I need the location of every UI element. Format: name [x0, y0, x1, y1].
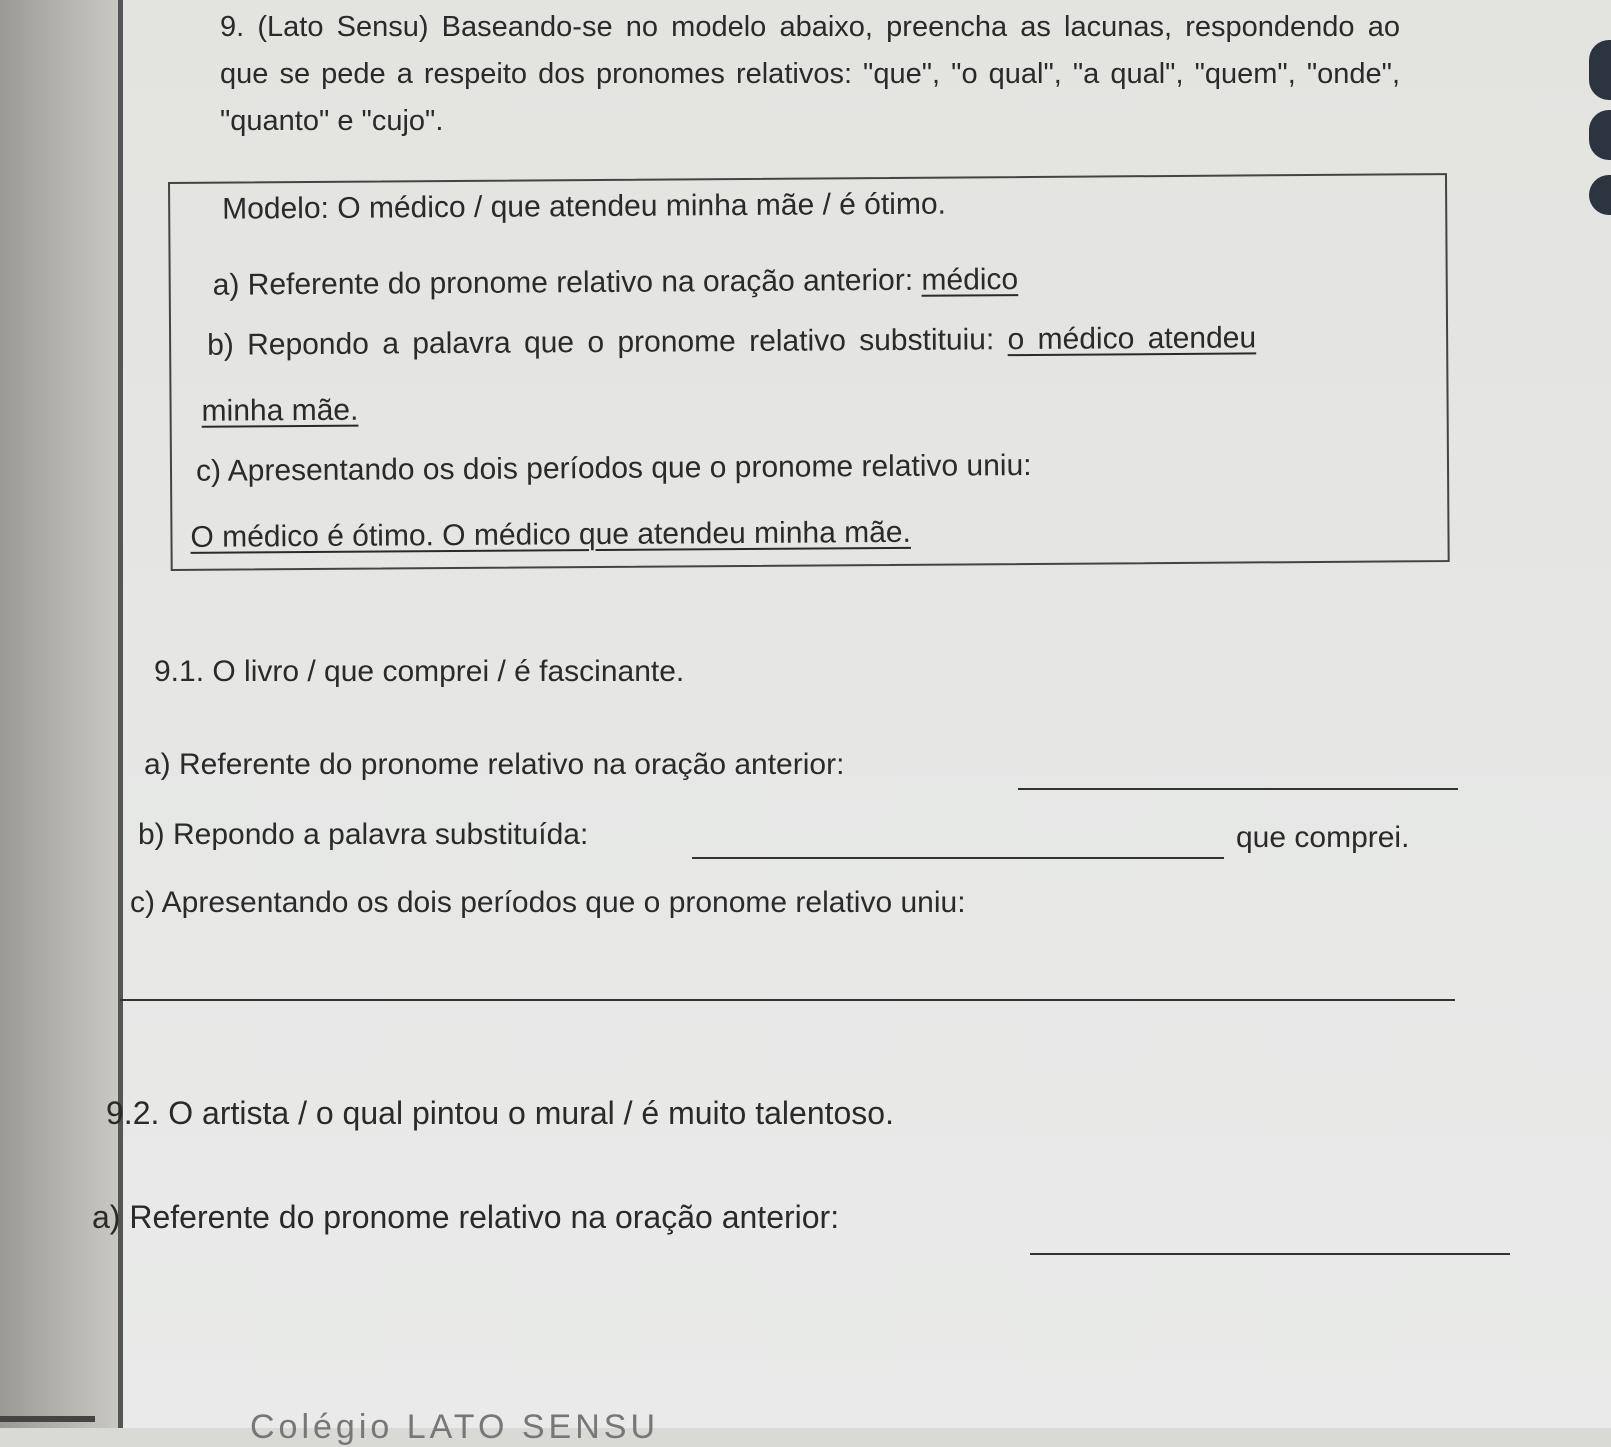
item-9-1-a-label: a) Referente do pronome relativo na oração anterior:: [144, 748, 845, 781]
model-item-a: [213, 260, 1019, 305]
model-item-c: c) Apresentando os dois períodos que o pronome relativo uniu:: [195, 448, 1032, 488]
question-title: 9. (Lato Sensu) Baseando-se no modelo abaixo, preencha as lacunas, respondendo ao que se pede a respeito dos pronomes relativos: "que", "o qual", "a qual", "quem", "onde", "quanto" e "cujo".: [220, 11, 1400, 137]
item-9-2-a-label: a) Referente do pronome relativo na oração anterior:: [92, 1199, 840, 1235]
model-a-answer: médico: [921, 263, 1019, 297]
footer-rule: [0, 1416, 95, 1422]
item-9-2-sentence: 9.2. O artista / o qual pintou o mural / é muito talentoso.: [106, 1095, 894, 1131]
item-9-1-sentence: 9.1. O livro / que comprei / é fascinante.: [154, 655, 685, 688]
footer-text: Colégio LATO SENSU: [250, 1408, 659, 1446]
binder-tab-icon: [1589, 40, 1611, 100]
item-9-1-c-label: c) Apresentando os dois períodos que o pronome relativo uniu:: [130, 886, 966, 919]
model-b-answer: o médico atendeu: [1007, 321, 1257, 357]
item-9-1-b-suffix: que comprei.: [1236, 821, 1410, 854]
model-box: [168, 173, 1450, 571]
answer-line-9-2-a[interactable]: [1030, 1253, 1510, 1255]
model-b-answer-continued: minha mãe.: [201, 393, 359, 428]
item-9-1-b-label: b) Repondo a palavra substituída:: [138, 818, 589, 851]
answer-line-9-1-a[interactable]: [1018, 788, 1458, 790]
model-item-c-answer: [190, 513, 911, 557]
model-b-label: b) Repondo a palavra que o pronome relativo substituiu:: [207, 323, 1008, 362]
model-c-answer: O médico é ótimo. O médico que atendeu minha mãe.: [190, 515, 911, 554]
model-item-b-continued: [201, 391, 358, 431]
model-a-label: a) Referente do pronome relativo na oração anterior:: [212, 263, 922, 302]
model-sentence: Modelo: O médico / que atendeu minha mãe / é ótimo.: [222, 187, 947, 226]
model-item-b: [207, 318, 1256, 364]
answer-line-9-1-b[interactable]: [692, 857, 1224, 859]
answer-line-9-1-c[interactable]: [120, 999, 1455, 1001]
